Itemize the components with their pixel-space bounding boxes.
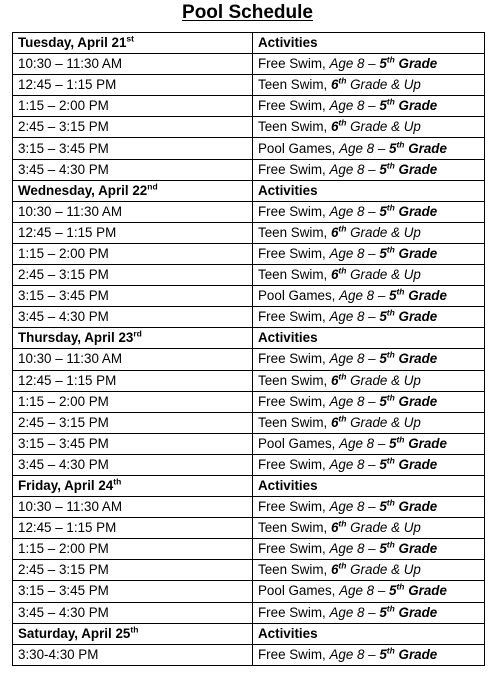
grade-suffix: Grade & Up: [346, 119, 421, 135]
time-slot: 12:45 – 1:15 PM: [18, 520, 117, 536]
age-range: [329, 457, 437, 472]
time-slot: 3:45 – 4:30 PM: [18, 309, 109, 325]
activities-header-cell: [253, 33, 485, 54]
time-slot: 12:45 – 1:15 PM: [18, 77, 117, 93]
activity-cell: [253, 243, 485, 264]
time-slot: 1:15 – 2:00 PM: [18, 541, 109, 557]
grade-number: 5: [379, 98, 387, 114]
day-ordinal: nd: [147, 181, 158, 192]
grade-label: [379, 98, 437, 113]
table-row: [13, 602, 485, 623]
table-row: [13, 159, 485, 180]
table-row: [13, 286, 485, 307]
age-prefix: Age 8 –: [339, 435, 390, 451]
age-range: [329, 394, 437, 409]
activity-cell: [253, 454, 485, 475]
activity-cell: [253, 117, 485, 138]
grade-range: [331, 373, 421, 388]
activity-cell: [253, 391, 485, 412]
grade-word: Grade: [394, 646, 438, 662]
age-prefix: Age 8 –: [329, 499, 380, 515]
time-cell: [13, 370, 253, 391]
activity-name: Teen Swim,: [258, 372, 331, 388]
activity-cell: [253, 602, 485, 623]
grade-label: [389, 436, 447, 451]
time-cell: [13, 96, 253, 117]
grade-word: Grade: [394, 98, 438, 114]
grade-label: [379, 499, 437, 514]
time-slot: 10:30 – 11:30 AM: [18, 351, 122, 367]
grade-word: Grade: [394, 245, 438, 261]
time-cell: [13, 54, 253, 75]
time-cell: [13, 602, 253, 623]
table-row: [13, 454, 485, 475]
age-prefix: Age 8 –: [329, 245, 380, 261]
grade-range: [331, 562, 421, 577]
time-cell: [13, 75, 253, 96]
grade-ordinal: th: [386, 160, 395, 171]
day-ordinal: th: [113, 476, 122, 487]
time-cell: [13, 286, 253, 307]
grade-suffix: Grade & Up: [346, 520, 421, 536]
age-range: [339, 141, 447, 156]
activity-cell: [253, 370, 485, 391]
day-name: Friday, April 24: [18, 478, 114, 494]
activities-header-cell: [253, 180, 485, 201]
grade-label: [389, 583, 447, 598]
activities-header: Activities: [258, 182, 318, 198]
age-range: [329, 351, 437, 366]
time-slot: 3:30-4:30 PM: [18, 646, 99, 662]
grade-word: Grade: [394, 351, 438, 367]
time-slot: 1:15 – 2:00 PM: [18, 393, 109, 409]
grade-range: [331, 77, 421, 92]
time-cell: [13, 201, 253, 222]
grade-word: Grade: [394, 499, 438, 515]
grade-word: Grade: [404, 583, 447, 599]
activity-name: Teen Swim,: [258, 119, 331, 135]
time-cell: [13, 222, 253, 243]
activity-name: Free Swim,: [258, 98, 330, 114]
activity-name: Teen Swim,: [258, 77, 331, 93]
grade-number: 5: [379, 351, 387, 367]
day-ordinal: rd: [133, 328, 142, 339]
time-slot: 2:45 – 3:15 PM: [18, 562, 109, 578]
age-prefix: Age 8 –: [329, 351, 380, 367]
time-slot: 3:15 – 3:45 PM: [18, 583, 109, 599]
grade-label: [379, 541, 437, 556]
activity-name: Pool Games,: [258, 583, 340, 599]
day-header-cell: [13, 328, 253, 349]
age-prefix: Age 8 –: [329, 98, 380, 114]
grade-number: 5: [379, 646, 387, 662]
time-slot: 10:30 – 11:30 AM: [18, 499, 122, 515]
grade-ordinal: th: [386, 307, 395, 318]
grade-number: 5: [379, 393, 387, 409]
time-cell: [13, 307, 253, 328]
age-range: [329, 56, 437, 71]
age-prefix: Age 8 –: [329, 604, 380, 620]
activity-name: Teen Swim,: [258, 562, 331, 578]
grade-ordinal: th: [396, 286, 405, 297]
activity-cell: [253, 96, 485, 117]
grade-suffix: Grade & Up: [346, 77, 421, 93]
grade-number: 6: [330, 119, 339, 135]
time-cell: [13, 243, 253, 264]
activity-cell: [253, 201, 485, 222]
activities-header: Activities: [258, 330, 318, 346]
time-slot: 3:15 – 3:45 PM: [18, 435, 109, 451]
grade-number: 5: [389, 140, 397, 156]
grade-number: 5: [379, 499, 387, 515]
time-cell: [13, 497, 253, 518]
time-cell: [13, 391, 253, 412]
grade-word: Grade: [394, 456, 438, 472]
grade-number: 6: [330, 267, 339, 283]
day-header-row: [13, 623, 485, 644]
grade-ordinal: th: [338, 117, 347, 128]
grade-number: 5: [379, 604, 387, 620]
table-row: [13, 96, 485, 117]
table-row: [13, 243, 485, 264]
time-slot: 3:45 – 4:30 PM: [18, 161, 109, 177]
activity-cell: [253, 222, 485, 243]
age-prefix: Age 8 –: [329, 161, 380, 177]
table-row: [13, 307, 485, 328]
grade-label: [379, 56, 437, 71]
grade-ordinal: th: [386, 539, 395, 550]
activities-header-cell: [253, 623, 485, 644]
activity-name: Free Swim,: [258, 499, 330, 515]
time-cell: [13, 117, 253, 138]
grade-number: 5: [379, 541, 387, 557]
grade-number: 5: [389, 435, 397, 451]
grade-number: 5: [379, 456, 387, 472]
time-slot: 2:45 – 3:15 PM: [18, 267, 109, 283]
grade-ordinal: th: [386, 349, 395, 360]
grade-label: [379, 647, 437, 662]
grade-word: Grade: [394, 309, 438, 325]
table-row: [13, 138, 485, 159]
age-range: [339, 583, 447, 598]
grade-label: [379, 309, 437, 324]
grade-ordinal: th: [386, 392, 395, 403]
grade-number: 5: [379, 161, 387, 177]
grade-number: 5: [389, 288, 397, 304]
activity-cell: [253, 539, 485, 560]
grade-label: [379, 246, 437, 261]
grade-ordinal: th: [396, 434, 405, 445]
table-row: [13, 54, 485, 75]
age-range: [329, 309, 437, 324]
grade-ordinal: th: [386, 603, 395, 614]
table-row: [13, 539, 485, 560]
page-title-text: Pool Schedule: [182, 2, 313, 23]
age-prefix: Age 8 –: [329, 456, 380, 472]
time-slot: 3:45 – 4:30 PM: [18, 456, 109, 472]
grade-number: 5: [389, 583, 397, 599]
age-prefix: Age 8 –: [329, 393, 380, 409]
activity-cell: [253, 54, 485, 75]
grade-word: Grade: [394, 541, 438, 557]
time-slot: 1:15 – 2:00 PM: [18, 245, 109, 261]
age-range: [329, 647, 437, 662]
table-row: [13, 497, 485, 518]
activity-cell: [253, 138, 485, 159]
activity-cell: [253, 286, 485, 307]
time-slot: 3:45 – 4:30 PM: [18, 604, 109, 620]
grade-ordinal: th: [338, 223, 347, 234]
grade-word: Grade: [394, 56, 438, 72]
activities-header: Activities: [258, 478, 318, 494]
activity-name: Free Swim,: [258, 203, 330, 219]
age-prefix: Age 8 –: [339, 288, 390, 304]
activity-name: Free Swim,: [258, 604, 330, 620]
grade-number: 6: [330, 224, 339, 240]
table-row: [13, 412, 485, 433]
age-range: [329, 204, 437, 219]
age-range: [339, 436, 447, 451]
age-prefix: Age 8 –: [329, 203, 380, 219]
activity-name: Free Swim,: [258, 646, 330, 662]
activities-header: Activities: [258, 35, 318, 51]
day-header-cell: [13, 623, 253, 644]
grade-ordinal: th: [386, 244, 395, 255]
grade-number: 6: [330, 414, 339, 430]
age-prefix: Age 8 –: [329, 646, 380, 662]
table-row: [13, 75, 485, 96]
age-prefix: Age 8 –: [339, 140, 390, 156]
age-range: [339, 288, 447, 303]
grade-word: Grade: [404, 140, 447, 156]
activity-cell: [253, 75, 485, 96]
grade-word: Grade: [394, 161, 438, 177]
table-row: [13, 581, 485, 602]
table-row: [13, 433, 485, 454]
time-cell: [13, 138, 253, 159]
table-row: [13, 370, 485, 391]
activity-name: Free Swim,: [258, 56, 330, 72]
table-row: [13, 518, 485, 539]
time-slot: 12:45 – 1:15 PM: [18, 372, 117, 388]
day-name: Thursday, April 23: [18, 330, 134, 346]
time-slot: 10:30 – 11:30 AM: [18, 56, 122, 72]
grade-ordinal: th: [338, 75, 347, 86]
activity-cell: [253, 518, 485, 539]
activity-cell: [253, 581, 485, 602]
grade-label: [389, 288, 447, 303]
grade-suffix: Grade & Up: [346, 224, 421, 240]
grade-number: 5: [379, 203, 387, 219]
time-cell: [13, 433, 253, 454]
grade-range: [331, 520, 421, 535]
time-slot: 10:30 – 11:30 AM: [18, 203, 122, 219]
table-row: [13, 349, 485, 370]
time-slot: 12:45 – 1:15 PM: [18, 224, 117, 240]
age-prefix: Age 8 –: [329, 56, 380, 72]
activity-name: Free Swim,: [258, 456, 330, 472]
activity-name: Teen Swim,: [258, 224, 331, 240]
table-row: [13, 265, 485, 286]
grade-label: [379, 457, 437, 472]
activity-name: Teen Swim,: [258, 414, 331, 430]
grade-ordinal: th: [338, 518, 347, 529]
day-header-cell: [13, 475, 253, 496]
schedule-table-body: [13, 33, 485, 666]
activity-name: Free Swim,: [258, 161, 330, 177]
age-range: [329, 541, 437, 556]
grade-word: Grade: [394, 604, 438, 620]
day-header-row: [13, 33, 485, 54]
age-range: [329, 98, 437, 113]
time-slot: 3:15 – 3:45 PM: [18, 288, 109, 304]
grade-number: 6: [330, 562, 339, 578]
time-cell: [13, 265, 253, 286]
table-row: [13, 391, 485, 412]
time-cell: [13, 581, 253, 602]
time-slot: 1:15 – 2:00 PM: [18, 98, 109, 114]
grade-ordinal: th: [386, 54, 395, 65]
time-slot: 2:45 – 3:15 PM: [18, 414, 109, 430]
activity-cell: [253, 159, 485, 180]
table-row: [13, 560, 485, 581]
table-row: [13, 201, 485, 222]
grade-label: [379, 204, 437, 219]
activity-name: Free Swim,: [258, 309, 330, 325]
day-header-row: [13, 180, 485, 201]
grade-ordinal: th: [338, 265, 347, 276]
page-title: [0, 0, 495, 33]
grade-suffix: Grade & Up: [346, 414, 421, 430]
grade-ordinal: th: [396, 139, 405, 150]
grade-word: Grade: [394, 393, 438, 409]
grade-label: [389, 141, 447, 156]
grade-ordinal: th: [386, 96, 395, 107]
activity-name: Free Swim,: [258, 245, 330, 261]
day-name: Saturday, April 25: [18, 625, 131, 641]
age-range: [329, 162, 437, 177]
grade-number: 6: [330, 520, 339, 536]
grade-label: [379, 394, 437, 409]
activity-cell: [253, 307, 485, 328]
activity-name: Teen Swim,: [258, 520, 331, 536]
age-range: [329, 605, 437, 620]
activity-cell: [253, 349, 485, 370]
grade-range: [331, 119, 421, 134]
grade-suffix: Grade & Up: [346, 267, 421, 283]
grade-word: Grade: [404, 435, 447, 451]
table-row: [13, 644, 485, 665]
grade-range: [331, 267, 421, 282]
time-cell: [13, 560, 253, 581]
grade-number: 6: [330, 372, 339, 388]
time-cell: [13, 159, 253, 180]
activity-cell: [253, 433, 485, 454]
activities-header: Activities: [258, 625, 318, 641]
age-range: [329, 499, 437, 514]
activity-name: Pool Games,: [258, 140, 340, 156]
time-slot: 3:15 – 3:45 PM: [18, 140, 109, 156]
day-name: Tuesday, April 21: [18, 35, 127, 51]
activity-cell: [253, 265, 485, 286]
grade-number: 5: [379, 245, 387, 261]
schedule-table: [12, 32, 485, 666]
age-prefix: Age 8 –: [339, 583, 390, 599]
activity-name: Free Swim,: [258, 351, 330, 367]
activity-name: Free Swim,: [258, 393, 330, 409]
day-header-row: [13, 475, 485, 496]
age-range: [329, 246, 437, 261]
activity-name: Free Swim,: [258, 541, 330, 557]
grade-ordinal: th: [396, 582, 405, 593]
grade-word: Grade: [394, 203, 438, 219]
age-prefix: Age 8 –: [329, 541, 380, 557]
grade-ordinal: th: [338, 560, 347, 571]
activity-cell: [253, 497, 485, 518]
grade-label: [379, 351, 437, 366]
activities-header-cell: [253, 328, 485, 349]
time-slot: 2:45 – 3:15 PM: [18, 119, 109, 135]
grade-number: 5: [379, 56, 387, 72]
grade-number: 6: [330, 77, 339, 93]
activity-cell: [253, 560, 485, 581]
grade-range: [331, 225, 421, 240]
grade-word: Grade: [404, 288, 447, 304]
time-cell: [13, 644, 253, 665]
activity-name: Pool Games,: [258, 435, 340, 451]
table-row: [13, 117, 485, 138]
time-cell: [13, 349, 253, 370]
grade-ordinal: th: [338, 371, 347, 382]
age-prefix: Age 8 –: [329, 309, 380, 325]
grade-range: [331, 415, 421, 430]
activity-cell: [253, 644, 485, 665]
grade-suffix: Grade & Up: [346, 562, 421, 578]
grade-number: 5: [379, 309, 387, 325]
day-ordinal: st: [126, 33, 134, 44]
activity-cell: [253, 412, 485, 433]
grade-ordinal: th: [338, 413, 347, 424]
grade-ordinal: th: [386, 497, 395, 508]
grade-ordinal: th: [386, 455, 395, 466]
grade-ordinal: th: [386, 645, 395, 656]
table-row: [13, 222, 485, 243]
time-cell: [13, 539, 253, 560]
grade-label: [379, 162, 437, 177]
grade-ordinal: th: [386, 202, 395, 213]
day-ordinal: th: [130, 624, 139, 635]
activity-name: Teen Swim,: [258, 267, 331, 283]
day-header-row: [13, 328, 485, 349]
time-cell: [13, 518, 253, 539]
activity-name: Pool Games,: [258, 288, 340, 304]
activities-header-cell: [253, 475, 485, 496]
day-header-cell: [13, 33, 253, 54]
grade-suffix: Grade & Up: [346, 372, 421, 388]
time-cell: [13, 454, 253, 475]
day-name: Wednesday, April 22: [18, 182, 148, 198]
day-header-cell: [13, 180, 253, 201]
grade-label: [379, 605, 437, 620]
time-cell: [13, 412, 253, 433]
